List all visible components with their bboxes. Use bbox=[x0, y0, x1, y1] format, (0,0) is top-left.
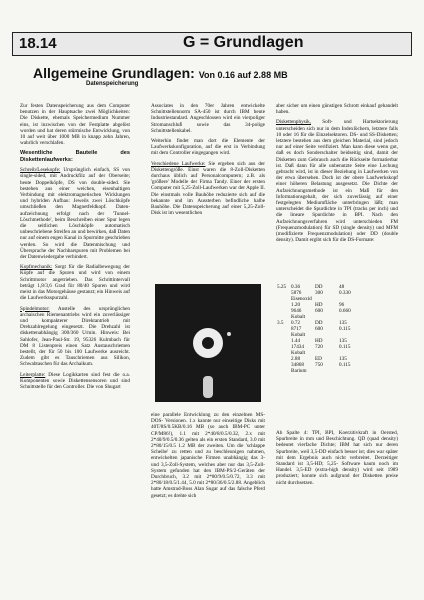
format-cell: HD bbox=[315, 338, 323, 344]
text-physics: Soft- und Hartsektorierung unterscheiden sich nur in dem Indexlöchern, letztere falls 10 oder 16 für die Einzelsektoren. DS- und SS-Disketten; letztere bestehen aus dem gleichen Material, sind jedoch nur auf einer Seite verifiziert. Man kann diese wenn gut, daß es doch Sonderschalter beidseitig sind, damit der Disketten zum Gebrauch auch die Rückseite formatierbar ist. Daß dann für alle unbenutzte Seite eine Lochung gebracht wird, ist in dieser Beziehung in Laufwerken von der etwa übersehen. Doch ist der obere Laufwerkskopf einer höheren Belastung ausgesetzt. Die Dichte der Aufzeichnungsmethode ist ein Maß für den Informationsgehalt, der sich zuverlässig auf einer festgelegten Mediumfläche unterbringen läßt; man unterscheidet die Spurdichte in TPI (tracks per inch) und die lineare Spurdichte in BPI. Nach den Aufzeichnungsverfahren wird unterschieden FM (Frequenzmodulation) für SD (single density) und MFM (modifizierte Frequenzmodulation) oder DD (double density). Damit ergibt sich für die DS-Formate: bbox=[276, 119, 398, 244]
format-cell: 3.5 bbox=[277, 320, 284, 326]
text-mechanics: Sorgt für die Radialbewegung der Köpfe auf die Spuren und wird von einem Schrittmotor angetrieben. Das Schrittintervall beträgt 1,8/3,6 Grad für 80/40 Spuren und wird meist in das Motorgehäuse gestanzt; ein Hinweis auf die Laufwerksspurzahl. bbox=[20, 264, 130, 302]
format-cell: Eisenoxid bbox=[291, 296, 312, 302]
format-cell: 2.88 bbox=[291, 356, 301, 362]
column-1 bbox=[20, 103, 130, 394]
format-cell: 0.115 bbox=[339, 326, 351, 332]
article-subtitle: Von 0.16 auf 2.88 MB bbox=[198, 70, 288, 80]
paragraph-board bbox=[20, 372, 130, 391]
disk-head-slot bbox=[203, 376, 213, 398]
format-cell: 600 bbox=[315, 326, 323, 332]
format-cell: DD bbox=[315, 284, 323, 290]
column-2-lower bbox=[151, 412, 265, 503]
format-cell: 0.660 bbox=[339, 308, 351, 314]
paragraph-purchase: aber sicher um einen günstigen Schrott einkauf gehandelt haben. bbox=[276, 103, 398, 116]
term-spindle: Spindelmotor: bbox=[20, 305, 50, 312]
paragraph-format-notes: Ab Spalte 4: TPI, BPI, Koerzitivkraft in Oersted, Spurbreite in mm und Beschichtung. QD (quad density) bedeutet vierfache Dichte; IBM hat sich nur deren Spurbreite, weil 3,5-DD einfach besser ist; dies war später mit dem Ergebnis auch nicht verbreitet. Derzeitiger Standard ist 3,5-HD; 5,25- Software kaum noch im Handel. 3,5-ED (extra-high density) wird seit 1989 produziert; konnte sich aufgrund der Disketten preise nicht durchsetzen. bbox=[276, 430, 398, 486]
article-kicker: Datenspeicherung bbox=[86, 81, 139, 87]
format-row bbox=[277, 368, 399, 374]
format-cell: 17434 bbox=[291, 344, 304, 350]
format-cell: 135 bbox=[339, 320, 347, 326]
text-spindle: Anstelle des ursprünglichen archaischen Riemenantriebs wird ein zuverlässiger und kompakterer Direktantrieb mit Drehzahlregelung eingesetzt. Die Drehzahl ist diskettenabhängig 300/360 U/min. Hinweis: Bei Sahlofer, Jean-Paul-Str. 19, 95326 Kulmbach für DM 8 Listenpreis einen Satz Austauschriemen bestellt, der für 50 bis 100 Laufwerke ausreicht. Zudem gibt es Tauschriemen aus Silikon, Schwabtaschen für das Archaikum. bbox=[20, 305, 130, 368]
format-cell: Kobalt bbox=[291, 332, 306, 338]
paragraph-spindle bbox=[20, 306, 130, 368]
format-cell: DD bbox=[315, 320, 323, 326]
format-cell: 8717 bbox=[291, 326, 302, 332]
text-heads: Ursprünglich einfach, SS von single-sided, mit Andruckfilz auf der Oberseite; heute Doppelköpfe, DS von double-sided. Sie bestehen aus einer weichen, eisenhaltigen Verbindung mit elektromagnetischen Wicklungen und hybriden Aufbau: Jeweils zwei Löschköpfe umschließen den Magnetfeldkopf. Daten-aufzeichnung erfolgt nach der 'Tunnel-Löschmethode', beim Beschreiben einer Spur legen die seitlichen Löschköpfe automatisch unbeschriebene Streifen an und bewirken, daß Daten nur auf einem engen Kanal in Spurmitte geschrieben werden. So wird die Datenmischung und Übersprache der Nachbarspuren mit Problemen bei der Datenwiedergabe verhindert. bbox=[20, 167, 130, 261]
text-board: Diese Logikkarten sind fest die o.a. Komponenten sowie Diskettensensoren und sind Schnittstelle für den Controller. Die von Shugart bbox=[20, 371, 130, 390]
format-cell: 96 bbox=[339, 302, 345, 308]
format-cell: Kobalt bbox=[291, 350, 306, 356]
paragraph-drives bbox=[151, 161, 265, 217]
format-cell: 300 bbox=[315, 290, 323, 296]
column-2 bbox=[151, 103, 265, 220]
paragraph-interface: Associates in den 70er Jahren entwickelte Schnittstellennorm SA-450 ist durch IBM heute Industriestandard. Angeschlossen wird ein vierpoliger Stromanschluß sowie das 34-polige Schnittstellenkabel. bbox=[151, 103, 265, 134]
format-cell: 135 bbox=[339, 356, 347, 362]
format-cell: HD bbox=[315, 302, 323, 308]
format-cell: 0.115 bbox=[339, 362, 351, 368]
section-number: 18.14 bbox=[19, 35, 57, 52]
article-title-main: Allgemeine Grundlagen: bbox=[33, 65, 195, 81]
format-cell bbox=[315, 368, 339, 374]
format-cell: 1.44 bbox=[291, 338, 301, 344]
format-cell: 5.25 bbox=[277, 284, 287, 290]
format-cell: Kobalt bbox=[291, 314, 306, 320]
article-title bbox=[33, 65, 288, 81]
term-mechanics: Kopfmechanik: bbox=[20, 264, 53, 271]
format-cell: 34868 bbox=[291, 362, 304, 368]
section-title: G = Grundlagen bbox=[183, 34, 304, 51]
column-3 bbox=[276, 103, 398, 247]
intro-paragraph: Zur festen Datenspeicherung aus dem Computer benutzen in der Hauptsache zwei Möglichkeiten: Die Diskette, ehemals Speichermedium Nummer eins, ist inzwischen von der Festplatte abgelöst worden und hat deren stürmische Entwicklung, von 10 auf weit über 1000 MB in knapp zehn Jahren, wahrlich verschlafen. bbox=[20, 103, 130, 147]
section-header bbox=[12, 32, 412, 56]
text-drives: Sie ergeben sich aus der Diskettengröße. Einst waren die 8-Zoll-Disketten durchaus üblich auf Personalcomputern; z.B. als 'größere' Modelle der Firma Tandy. Einer der ersten Computer mit 5,25-Zoll-Laufwerken war der Apple II. Die einstmals volle Bauhöhe reduzierte sich auf die bekannte und im Aussterben befindliche halbe Bauhöhe. Die Datenspeicherung auf einer 5,25-Zoll-Disk ist im wesentlichen bbox=[151, 160, 265, 217]
term-board: Leiterplatte: bbox=[20, 371, 46, 378]
format-cell: 0.330 bbox=[339, 290, 351, 296]
format-cell bbox=[339, 368, 369, 374]
format-cell: 5876 bbox=[291, 290, 302, 296]
section-heading-components: Wesentliche Bauteile des Diskettenlaufwerks: bbox=[20, 150, 130, 163]
format-cell: 0.36 bbox=[291, 284, 301, 290]
disk-hub-center bbox=[202, 337, 214, 349]
format-cell: Barium bbox=[291, 368, 307, 374]
format-cell: 9646 bbox=[291, 308, 302, 314]
format-cell: 600 bbox=[315, 308, 323, 314]
format-cell: 0.72 bbox=[291, 320, 301, 326]
disk-index-hole bbox=[227, 332, 231, 336]
term-drives: Verschiedene Laufwerke: bbox=[151, 160, 206, 167]
term-physics: Diskettenphysik, bbox=[276, 119, 312, 126]
paragraph-heads bbox=[20, 167, 130, 260]
format-cell: 135 bbox=[339, 338, 347, 344]
format-cell: 720 bbox=[315, 344, 323, 350]
format-cell: 48 bbox=[339, 284, 345, 290]
floppy-disk-photo bbox=[155, 284, 261, 402]
format-cell bbox=[277, 368, 291, 374]
paragraph-physics bbox=[276, 119, 398, 243]
format-cell: 750 bbox=[315, 362, 323, 368]
format-cell: ED bbox=[315, 356, 322, 362]
format-table bbox=[277, 284, 399, 374]
format-cell: 1.20 bbox=[291, 302, 301, 308]
paragraph-mechanics bbox=[20, 264, 130, 301]
paragraph-config: Weiterhin findet man dort die Elemente der Laufwerkskonfiguration, auf die erst in Verbindung mit dem Controller eingegangen wird. bbox=[151, 138, 265, 157]
column-3-lower bbox=[276, 430, 398, 490]
paragraph-dos-versions: eine parallele Entwicklung zu den einzelnen MS-DOS- Versionen. 1.x kannte nur einseitige Disks mit 40T/8S/0.5KB/0.16 MB (so auch IBM-PC unter CP/M86!), 1.1 mit 2*40/8/0.5/0.32, 2.x mit 2*40/9/0.5/0.36 gelten als ein ersten Standard, 3.0 mit 2*80/15/0.5 1.2 MB der zweiten. Um die 'schlappe Scheibe' zu retten und zu beschleunigen nahmen, entwickelten japanische Firmen unabhängig das 3- und 3,5-Zoll-System, welches aber nur das 3,5-Zoll-System gefunden hat den IBM-PS/2-Geräten der Durchbruch, 3.2 mit 2*80/9/0.5/0.72, 3.3 mit 2*80/18/0.5/1.44, 5.0 mit 2*80/36/0.5/2.88. Angeblich hatte Amstrad-Boss Alan Sugar auf das falsche Pferd gesetzt; es drehte sich bbox=[151, 412, 265, 499]
term-heads: Schreib/Lesekopfe: bbox=[20, 167, 61, 174]
format-cell: 0.115 bbox=[339, 344, 351, 350]
